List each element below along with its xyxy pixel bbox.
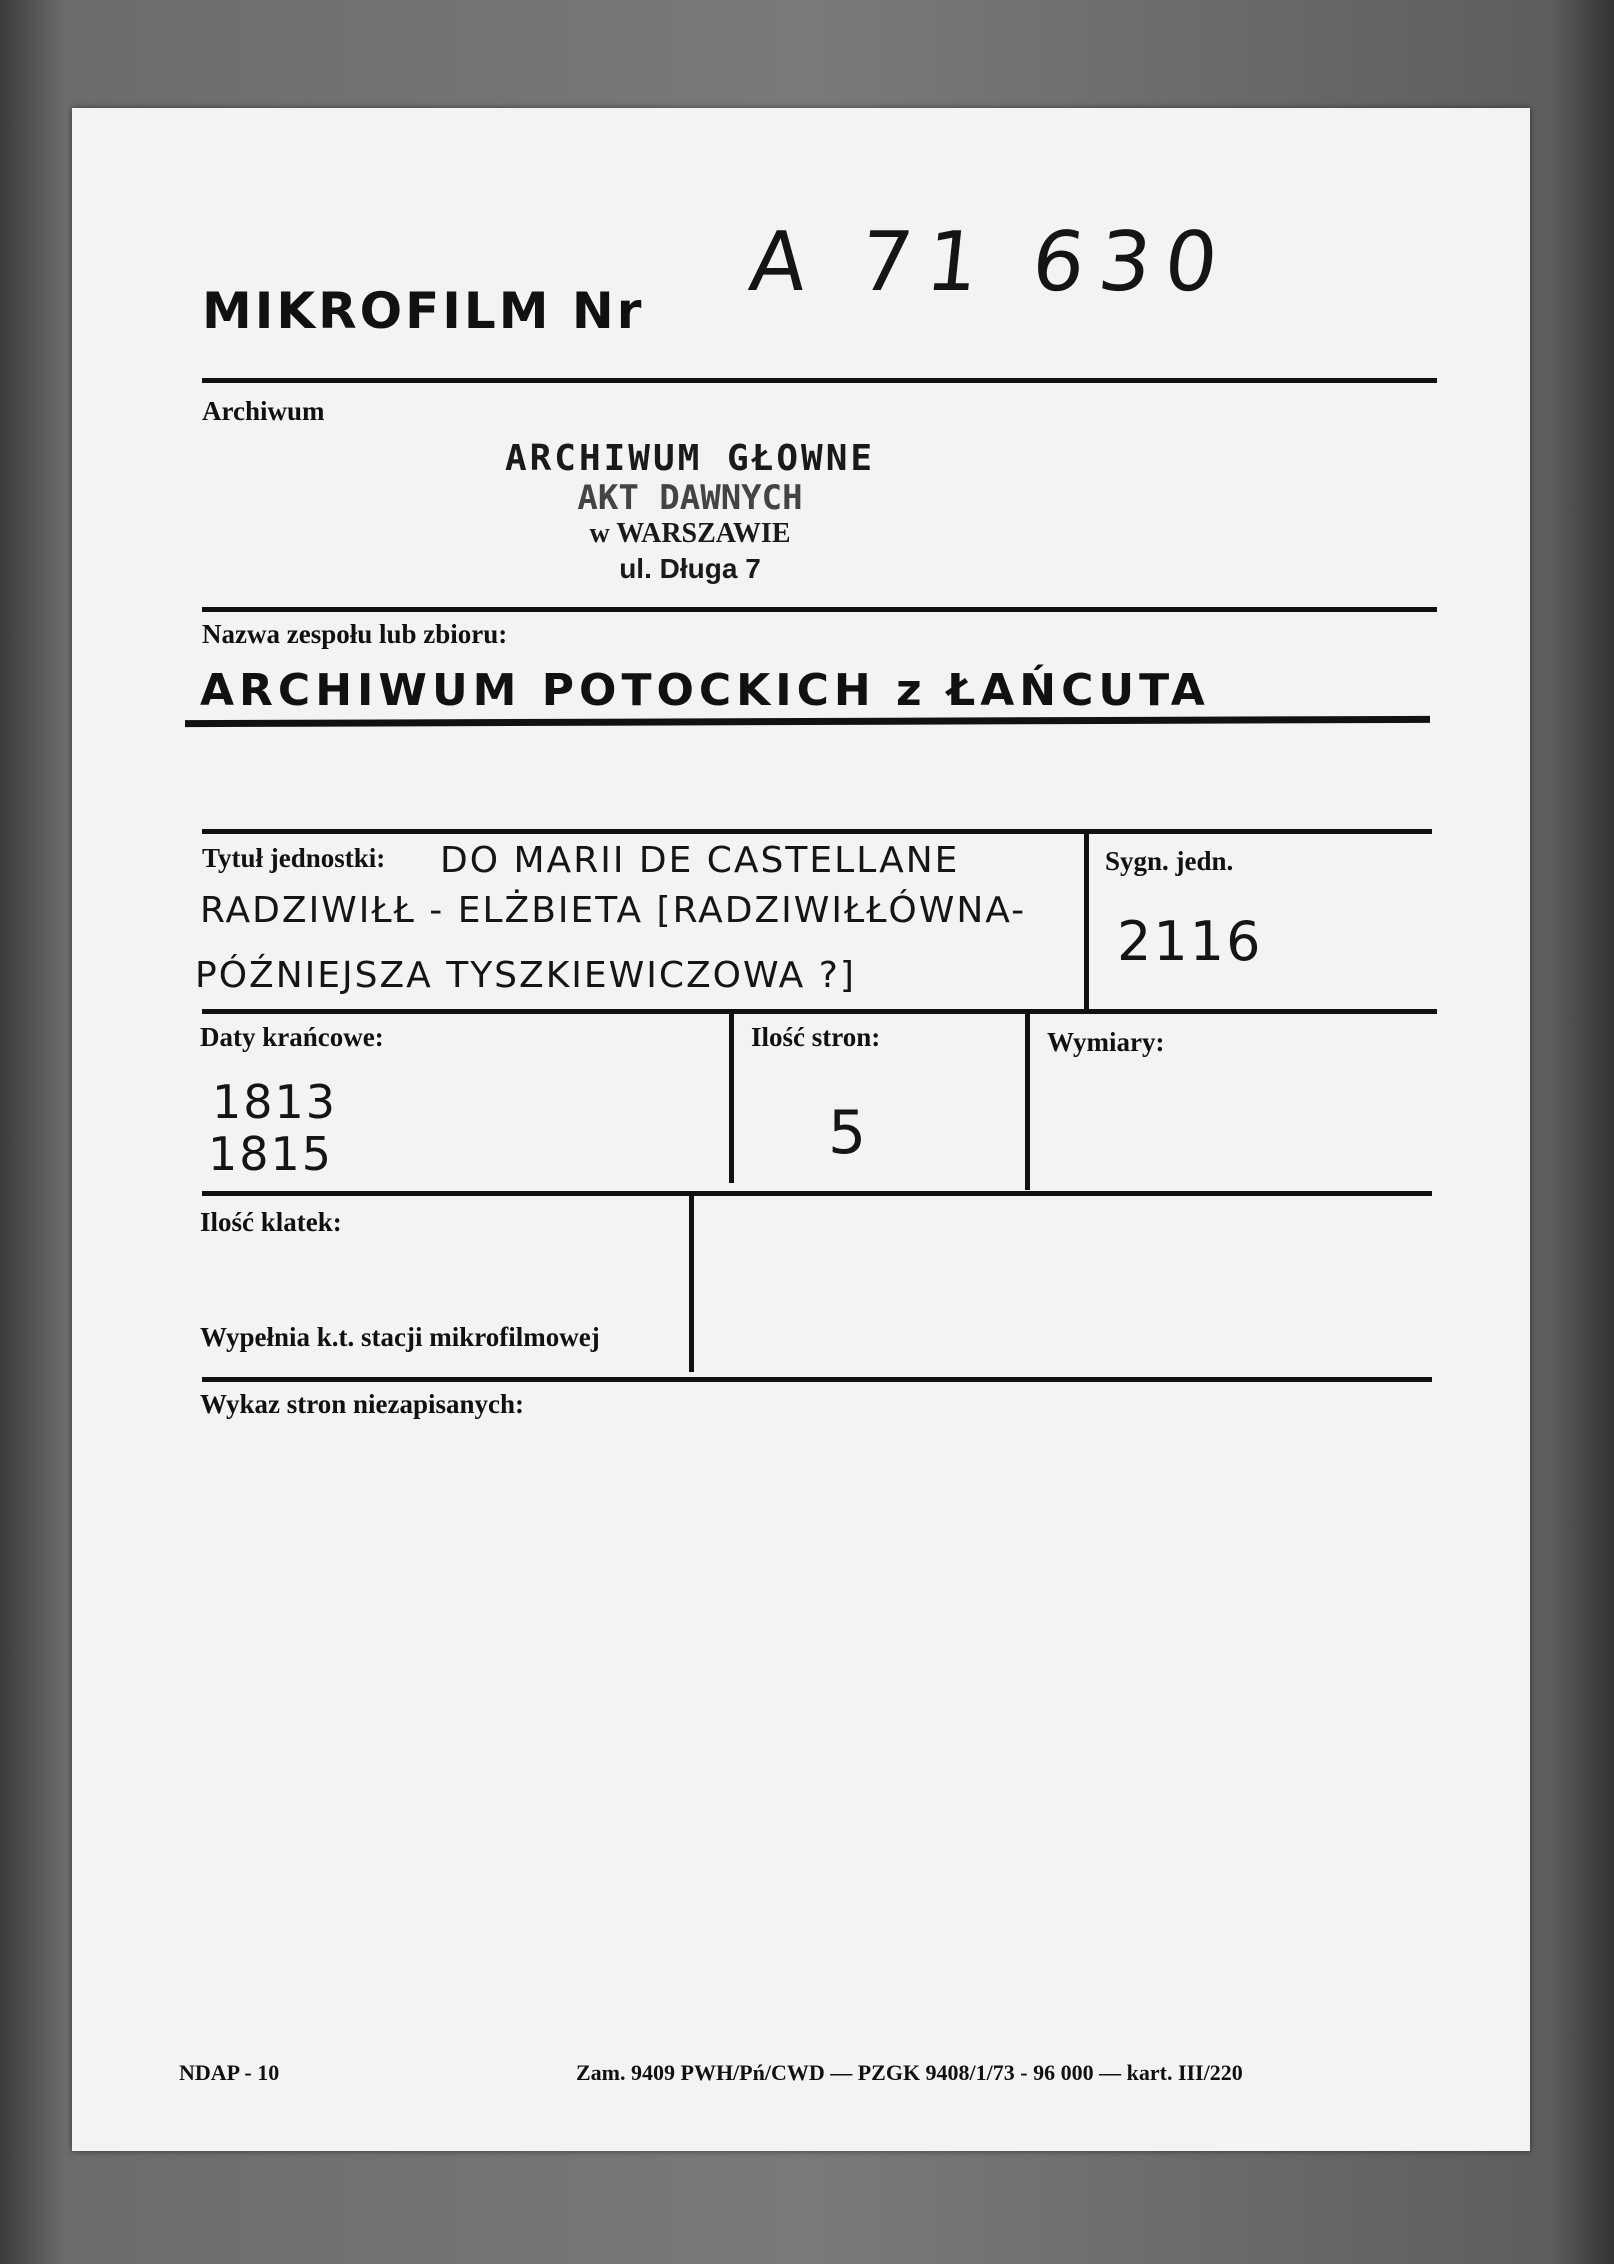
archive-stamp-line-1: ARCHIWUM GŁOWNE (504, 438, 876, 479)
frames-label: Ilość klatek: (200, 1207, 342, 1237)
print-info: Zam. 9409 PWH/Pń/CWD — PZGK 9408/1/73 - 96 000 — kart. III/220 (576, 2060, 1243, 2085)
blank-pages-label: Wykaz stron niezapisanych: (200, 1389, 525, 1419)
unit-title-line-3: PÓŹNIEJSZA TYSZKIEWICZOWA ?] (195, 955, 856, 996)
archive-label: Archiwum (202, 396, 325, 426)
archive-stamp-line-4: ul. Długa 7 (619, 553, 761, 584)
divider (202, 607, 1437, 612)
archive-stamp-line-3: w WARSZAWIE (589, 518, 791, 549)
divider (202, 1191, 1432, 1196)
divider-vertical (1084, 832, 1089, 1010)
unit-title-line-2: RADZIWIŁŁ - ELŻBIETA [RADZIWIŁŁÓWNA- (200, 890, 1027, 931)
collection-name: ARCHIWUM POTOCKICH z ŁAŃCUTA (200, 665, 1210, 716)
card-title: MIKROFILM Nr (202, 282, 645, 340)
signature-label: Sygn. jedn. (1105, 846, 1234, 876)
archive-stamp-line-2: AKT DAWNYCH (577, 478, 803, 518)
form-id: NDAP - 10 (179, 2060, 280, 2085)
divider (202, 1377, 1432, 1382)
collection-label: Nazwa zespołu lub zbioru: (202, 619, 508, 649)
pages-label: Ilość stron: (751, 1022, 881, 1052)
date-start: 1813 (212, 1075, 338, 1129)
unit-title-line-1: DO MARII DE CASTELLANE (440, 840, 960, 881)
dimensions-label: Wymiary: (1047, 1027, 1165, 1057)
pages-value: 5 (828, 1098, 869, 1168)
divider (202, 1009, 1437, 1014)
divider (202, 378, 1437, 383)
divider-vertical (1025, 1014, 1030, 1190)
divider-vertical (689, 1194, 694, 1372)
divider-vertical (729, 1011, 734, 1183)
frames-note: Wypełnia k.t. stacji mikrofilmowej (200, 1322, 600, 1352)
signature-value: 2116 (1117, 910, 1263, 973)
date-end: 1815 (208, 1127, 334, 1181)
divider (202, 829, 1432, 834)
dates-label: Daty krańcowe: (200, 1022, 384, 1052)
microfilm-number: A 71 630 (745, 215, 1237, 310)
unit-title-label: Tytuł jednostki: (202, 843, 386, 873)
